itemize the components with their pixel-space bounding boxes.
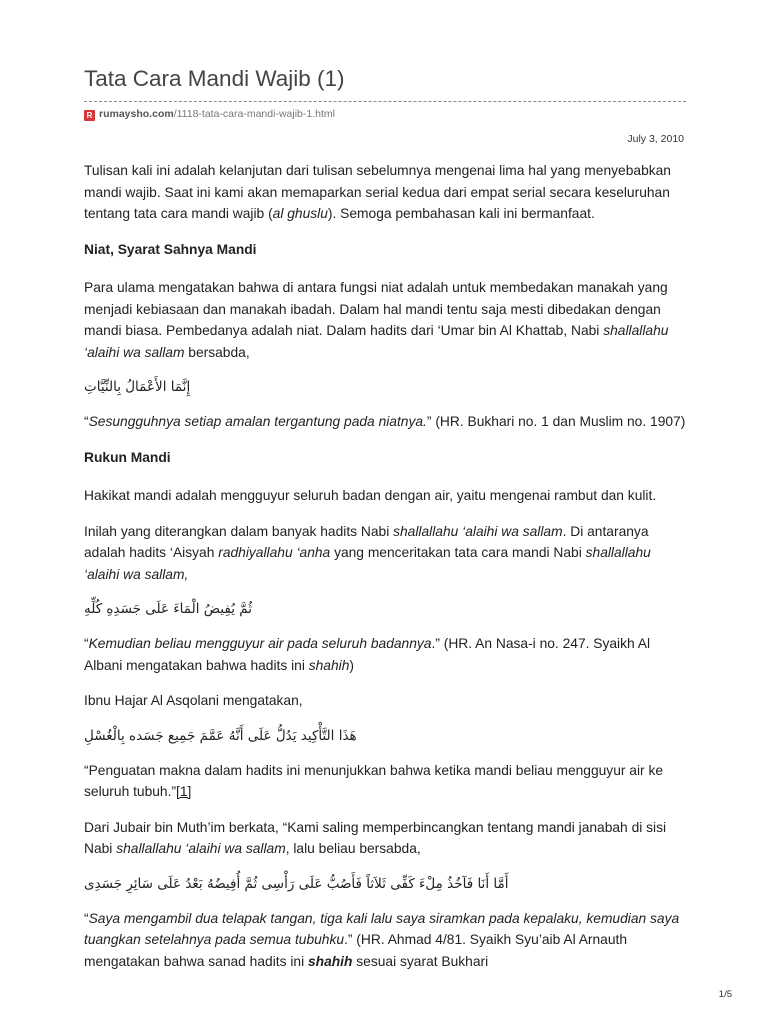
italic-term: shahih (308, 657, 350, 673)
text: , lalu beliau bersabda, (285, 841, 421, 856)
italic-quote: Kemudian beliau mengguyur air pada seluruh badannya (88, 636, 432, 651)
article-body (84, 160, 689, 986)
text: yang menceritakan tata cara mandi Nabi (330, 545, 586, 560)
translation-3 (84, 760, 689, 803)
text: Tulisan kali ini adalah kelanjutan dari tulisan sebelumnya mengenai lima hal yang menyebabkan mandi wajib. Saat ini kami akan memaparkan serial kedua dari empat serial secara keseluruhan tentang tata cara mandi wajib ( (84, 163, 671, 221)
section-heading-rukun: Rukun Mandi (84, 449, 171, 465)
text: Inilah yang diterangkan dalam banyak hadits Nabi (84, 523, 394, 539)
source-line[interactable] (84, 108, 335, 121)
text: ) (349, 657, 355, 673)
text: “Penguatan makna dalam hadits ini menunjukkan bahwa ketika mandi beliau mengguyur air ke seluruh tubuh.” (84, 762, 664, 799)
italic-term: shallallahu ‘alaihi wa sallam, (84, 545, 651, 582)
text: “ (84, 910, 89, 926)
niat-paragraph (84, 277, 689, 363)
text: bersabda, (184, 344, 250, 360)
text: .” (HR. An Nasa-i no. 247. Syaikh Al Albani mengatakan bahwa hadits ini (84, 636, 651, 673)
post-date: July 3, 2010 (627, 133, 684, 145)
arabic-hadith-4: أَمَّا أَنَا فَآخُذُ مِلْءَ كَفِّى ثَلاَثاً فَأَصُبُّ عَلَى رَأْسِى ثُمَّ أُفِيضُهُ بَعْدُ عَلَى سَائِرِ جَسَدِى (84, 875, 509, 892)
rukun-paragraph: Hakikat mandi adalah mengguyur seluruh badan dengan air, yaitu mengenai rambut dan kulit. (84, 488, 657, 503)
italic-term: al ghuslu (272, 206, 328, 221)
arabic-quote-3: هَذَا التَّأْكِيد يَدُلُّ عَلَى أَنَّهُ عَمَّمَ جَمِيع جَسَده بِالْغُسْلِ (84, 727, 357, 744)
hadith-intro-paragraph (84, 521, 689, 586)
title-divider (84, 101, 686, 102)
text: ” (HR. Bukhari no. 1 dan Muslim no. 1907) (426, 414, 686, 429)
text: . Di antaranya adalah hadits ‘Aisyah (84, 523, 649, 560)
italic-quote: Sesungguhnya setiap amalan tergantung pada niatnya. (88, 414, 427, 429)
footnote-link[interactable]: [1] (176, 784, 192, 799)
bold-italic-term: shahih (307, 953, 353, 969)
site-favicon-icon: R (84, 110, 95, 121)
italic-term: shallallahu ‘alaihi wa sallam (84, 323, 669, 360)
text: ). Semoga pembahasan kali ini bermanfaat. (327, 206, 595, 221)
page-number: 1/5 (718, 989, 732, 1000)
text: .” (HR. Ahmad 4/81. Syaikh Syu’aib Al Arnauth mengatakan bahwa sanad hadits ini (84, 932, 628, 969)
source-path[interactable]: /1118-tata-cara-mandi-wajib-1.html (173, 108, 335, 120)
hadith-translation-4 (84, 908, 689, 973)
section-heading-niat: Niat, Syarat Sahnya Mandi (84, 241, 257, 257)
page-title: Tata Cara Mandi Wajib (1) (84, 66, 345, 91)
text: “ (84, 636, 89, 651)
italic-term: shallallahu ‘alaihi wa sallam (393, 523, 563, 539)
ibnu-hajar-paragraph: Ibnu Hajar Al Asqolani mengatakan, (84, 693, 303, 708)
text: sesuai syarat Bukhari (352, 953, 489, 969)
hadith-translation-2 (84, 633, 689, 676)
italic-quote: Saya mengambil dua telapak tangan, tiga kali lalu saya siramkan pada kepalaku, kemudian saya tuangkan setelahnya pada semua tubuhku (84, 910, 680, 947)
intro-paragraph (84, 160, 689, 225)
italic-term: radhiyallahu ‘anha (218, 545, 331, 560)
hadith-translation-1 (84, 411, 689, 433)
text: Para ulama mengatakan bahwa di antara fungsi niat adalah untuk membedakan manakah yang menjadi kebiasaan dan manakah ibadah. Dalam hal mandi tentu saja mesti dibedakan dengan mandi biasa. Pembedanya adalah niat. Dalam hadits dari ‘Umar bin Al Khattab, Nabi (84, 280, 668, 338)
italic-term: shallallahu ‘alaihi wa sallam (116, 841, 286, 856)
arabic-hadith-1: إِنَّمَا الأَعْمَالُ بِالنِّيَّاتِ (84, 379, 191, 395)
text: Dari Jubair bin Muth’im berkata, “Kami saling memperbincangkan tentang mandi janabah di sisi Nabi (84, 819, 667, 856)
source-domain[interactable]: rumaysho.com (99, 108, 174, 120)
jubair-paragraph (84, 817, 689, 860)
arabic-hadith-2: ثُمَّ يُفِيضُ الْمَاءَ عَلَى جَسَدِهِ كُلِّهِ (84, 601, 252, 617)
text: “ (84, 414, 89, 429)
